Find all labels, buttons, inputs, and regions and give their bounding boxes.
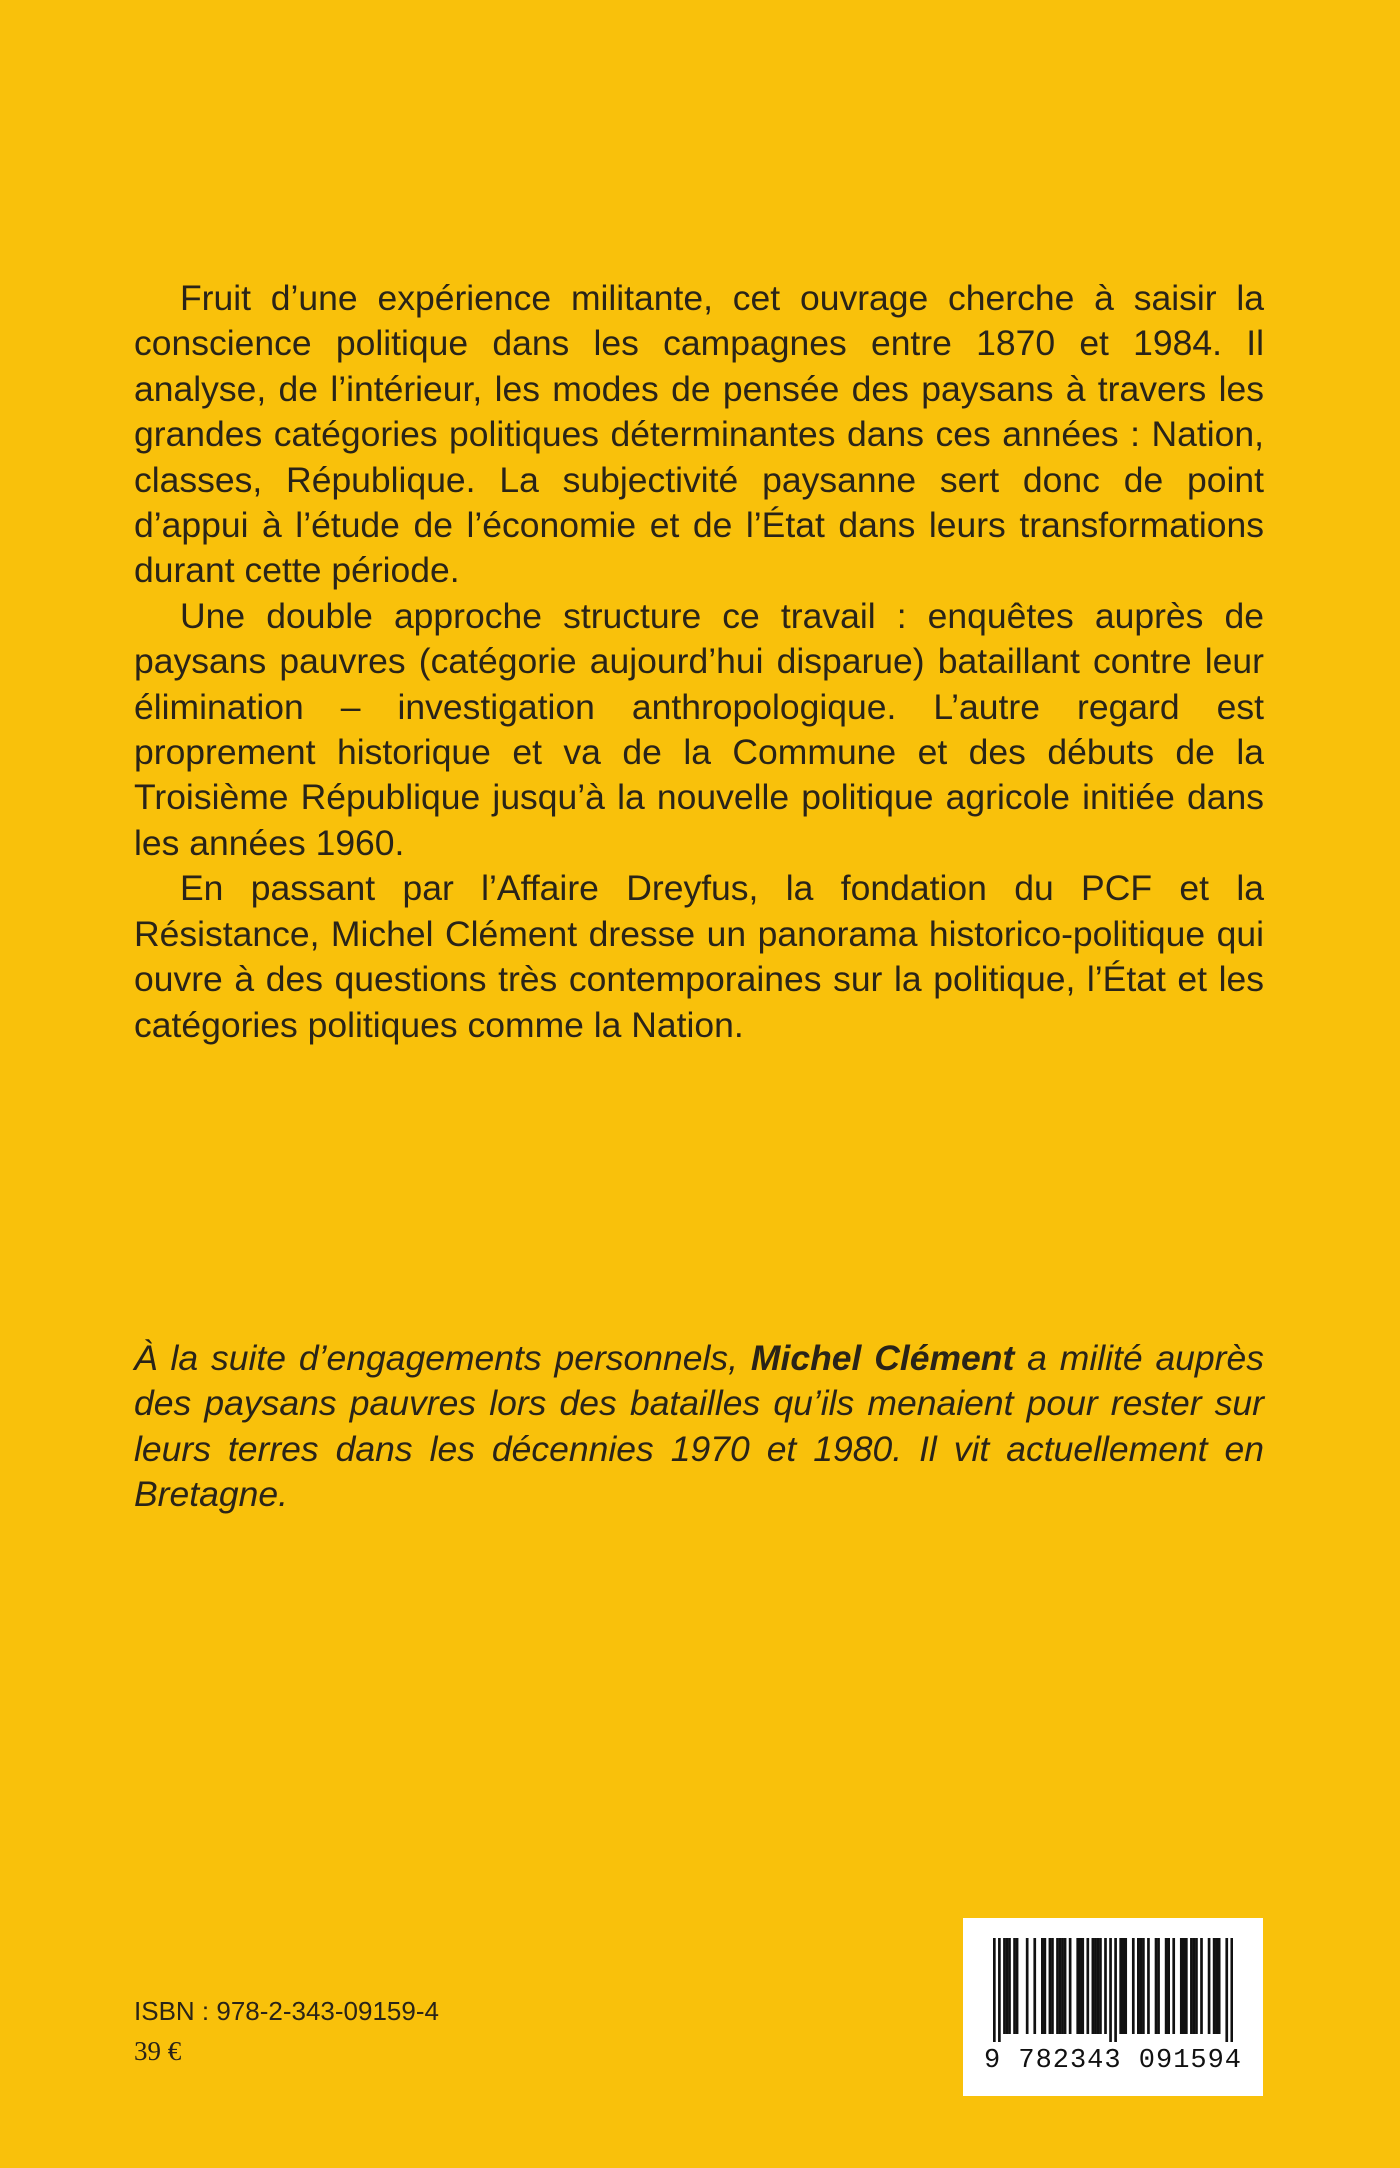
barcode-bar — [1044, 1938, 1047, 2034]
bio-suffix: a milité auprès des paysans pauvres lors des batailles qu’ils menaient pour rester sur leurs terres dans les décennies 1970 et 1980. Il vit actuellement en Bretagne. — [134, 1338, 1264, 1515]
barcode-bar — [1051, 1938, 1054, 2034]
barcode-bar — [1069, 1938, 1072, 2034]
bio-prefix: À la suite d’engagements personnels, — [134, 1338, 751, 1378]
barcode-guard-bar — [1109, 1938, 1112, 2042]
barcode-digits: 9 782343 091594 — [983, 2046, 1243, 2076]
back-cover-blurb — [134, 276, 1264, 1048]
price-label: 39 € — [134, 2036, 182, 2066]
barcode-bar — [1094, 1938, 1097, 2034]
barcode-bar — [1218, 1938, 1221, 2034]
barcode-bar — [1008, 1938, 1011, 2034]
barcode-bar — [1193, 1938, 1196, 2034]
barcode-bar — [1180, 1938, 1183, 2034]
barcode-bar — [1200, 1938, 1203, 2034]
barcode-bar — [1033, 1938, 1036, 2034]
isbn-label: ISBN : 978-2-343-09159-4 — [134, 1996, 439, 2026]
author-bio — [134, 1336, 1264, 1518]
barcode-bar — [1157, 1938, 1160, 2034]
barcode-bar — [1142, 1938, 1145, 2034]
barcode-bar — [1155, 1938, 1158, 2034]
barcode-bar — [1172, 1938, 1175, 2034]
barcode-bar — [1167, 1938, 1170, 2034]
barcode-bar — [1049, 1938, 1052, 2034]
barcode-icon — [993, 1938, 1233, 2042]
barcode-box — [963, 1918, 1263, 2096]
barcode-bar — [1097, 1938, 1100, 2034]
barcode-bar — [1182, 1938, 1185, 2034]
barcode-bar — [1213, 1938, 1216, 2034]
barcode-bar — [1013, 1938, 1016, 2034]
barcode-bar — [1026, 1938, 1029, 2034]
barcode-bar — [1215, 1938, 1218, 2034]
barcode-bar — [1208, 1938, 1211, 2034]
barcode-guard-bar — [1114, 1938, 1117, 2042]
author-bio-text — [134, 1336, 1264, 1518]
barcode-bar — [1104, 1938, 1107, 2034]
barcode-bar — [1056, 1938, 1059, 2034]
barcode-bar — [1119, 1938, 1122, 2034]
barcode-bar — [1132, 1938, 1135, 2034]
barcode-bar — [1076, 1938, 1079, 2034]
barcode-guard-bar — [993, 1938, 996, 2042]
barcode-bar — [1006, 1938, 1009, 2034]
barcode-bar — [1099, 1938, 1102, 2034]
barcode-bar — [1061, 1938, 1064, 2034]
barcode-bar — [1140, 1938, 1143, 2034]
blurb-paragraph-2: Une double approche structure ce travail : enquêtes auprès de paysans pauvres (catégorie aujourd’hui disparue) bataillant contre leur élimination – investigation anthropologique. L’autre regard est proprement historique et va de la Commune et des débuts de la Troisième République jusqu’à la nouvelle politique agricole initiée dans les années 1960. — [134, 595, 1264, 863]
barcode-bar — [1003, 1938, 1006, 2034]
barcode-bar — [1122, 1938, 1125, 2034]
barcode-guard-bar — [1230, 1938, 1233, 2042]
author-name: Michel Clément — [750, 1338, 1015, 1378]
barcode-bar — [1016, 1938, 1019, 2034]
barcode-bar — [1059, 1938, 1062, 2034]
barcode-bar — [1079, 1938, 1082, 2034]
barcode-bar — [1185, 1938, 1188, 2034]
barcode-bar — [1041, 1938, 1044, 2034]
barcode-guard-bar — [998, 1938, 1001, 2042]
barcode-bar — [1137, 1938, 1140, 2034]
barcode-bar — [1190, 1938, 1193, 2034]
barcode-bar — [1147, 1938, 1150, 2034]
barcode-bar — [1092, 1938, 1095, 2034]
barcode-bar — [1124, 1938, 1127, 2034]
barcode-bar — [1195, 1938, 1198, 2034]
barcode-bar — [1165, 1938, 1168, 2034]
blurb-paragraph-1: Fruit d’une expérience militante, cet ouvrage cherche à saisir la conscience politique dans les campagnes entre 1870 et 1984. Il analyse, de l’intérieur, les modes de pensée des paysans à travers les grandes catégories politiques déterminantes dans ces années : Nation, classes, République. La subjectivité paysanne sert donc de point d’appui à l’étude de l’économie et de l’État dans leurs transformations durant cette période. — [134, 278, 1264, 591]
barcode-bar — [1064, 1938, 1067, 2034]
barcode-bar — [1081, 1938, 1084, 2034]
barcode-guard-bar — [1225, 1938, 1228, 2042]
barcode-bar — [1086, 1938, 1089, 2034]
blurb-paragraph-3: En passant par l’Affaire Dreyfus, la fondation du PCF et la Résistance, Michel Clément dresse un panorama historico-politique qui ouvre à des questions très contemporaines sur la politique, l’État et les catégories politiques comme la Nation. — [134, 868, 1264, 1045]
